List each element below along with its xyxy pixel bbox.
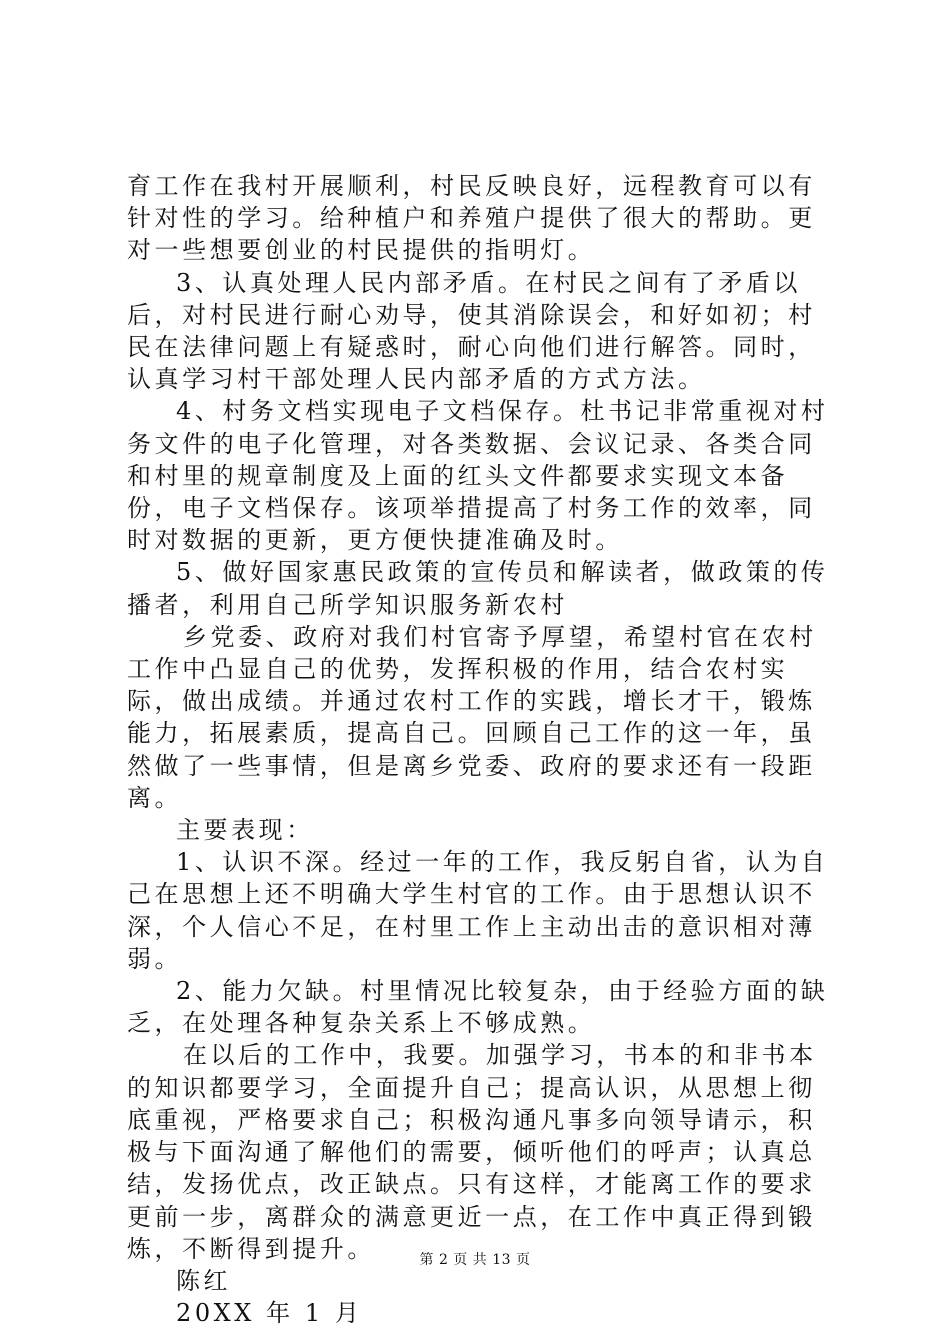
document-paragraph: 20XX 年 1 月 bbox=[176, 1299, 363, 1328]
document-paragraph: 在以后的工作中，我要。加强学习，书本的和非书本的知识都要学习，全面提升自己；提高认识，从思想上彻底重视，严格要求自己；积极沟通凡事多向领导请示，积极与下面沟通了解他们的需要，倾听他们的呼声；认真总结，发扬优点，改正缺点。只有这样，才能离工作的要求更前一步，离群众的满意更近一点，在工作中真正得到锻炼，不断得到提升。 bbox=[127, 1041, 817, 1263]
document-paragraph: 3、认真处理人民内部矛盾。在村民之间有了矛盾以后，对村民进行耐心劝导，使其消除误会，和好如初；村民在法律问题上有疑惑时，耐心向他们进行解答。同时，认真学习村干部处理人民内部矛盾的方式方法。 bbox=[127, 268, 816, 394]
document-paragraph: 2、能力欠缺。村里情况比较复杂，由于经验方面的缺乏，在处理各种复杂关系上不够成熟。 bbox=[127, 977, 829, 1038]
document-paragraph: 乡党委、政府对我们村官寄予厚望，希望村官在农村工作中凸显自己的优势，发挥积极的作用，结合农村实际，做出成绩。并通过农村工作的实践，增长才干，锻炼能力，拓展素质，提高自己。回顾自己工作的这一年，虽然做了一些事情，但是离乡党委、政府的要求还有一段距离。 bbox=[127, 622, 817, 812]
document-paragraph: 育工作在我村开展顺利，村民反映良好，远程教育可以有针对性的学习。给种植户和养殖户提供了很大的帮助。更对一些想要创业的村民提供的指明灯。 bbox=[127, 172, 816, 265]
page-number-footer: 第 2 页 共 13 页 bbox=[419, 1252, 531, 1268]
document-paragraph: 陈红 bbox=[176, 1266, 232, 1295]
document-body bbox=[127, 170, 833, 1329]
document-paragraph: 4、村务文档实现电子文档保存。杜书记非常重视对村务文件的电子化管理，对各类数据、会议记录、各类合同和村里的规章制度及上面的红头文件都要求实现文本备份，电子文档保存。该项举措提高了村务工作的效率，同时对数据的更新，更方便快捷准确及时。 bbox=[127, 397, 829, 555]
document-paragraph: 主要表现： bbox=[176, 816, 314, 845]
document-paragraph: 1、认识不深。经过一年的工作，我反躬自省，认为自己在思想上还不明确大学生村官的工作。由于思想认识不深，个人信心不足，在村里工作上主动出击的意识相对薄弱。 bbox=[127, 848, 829, 973]
document-paragraph: 5、做好国家惠民政策的宣传员和解读者，做政策的传播者，利用自己所学知识服务新农村 bbox=[127, 558, 829, 619]
